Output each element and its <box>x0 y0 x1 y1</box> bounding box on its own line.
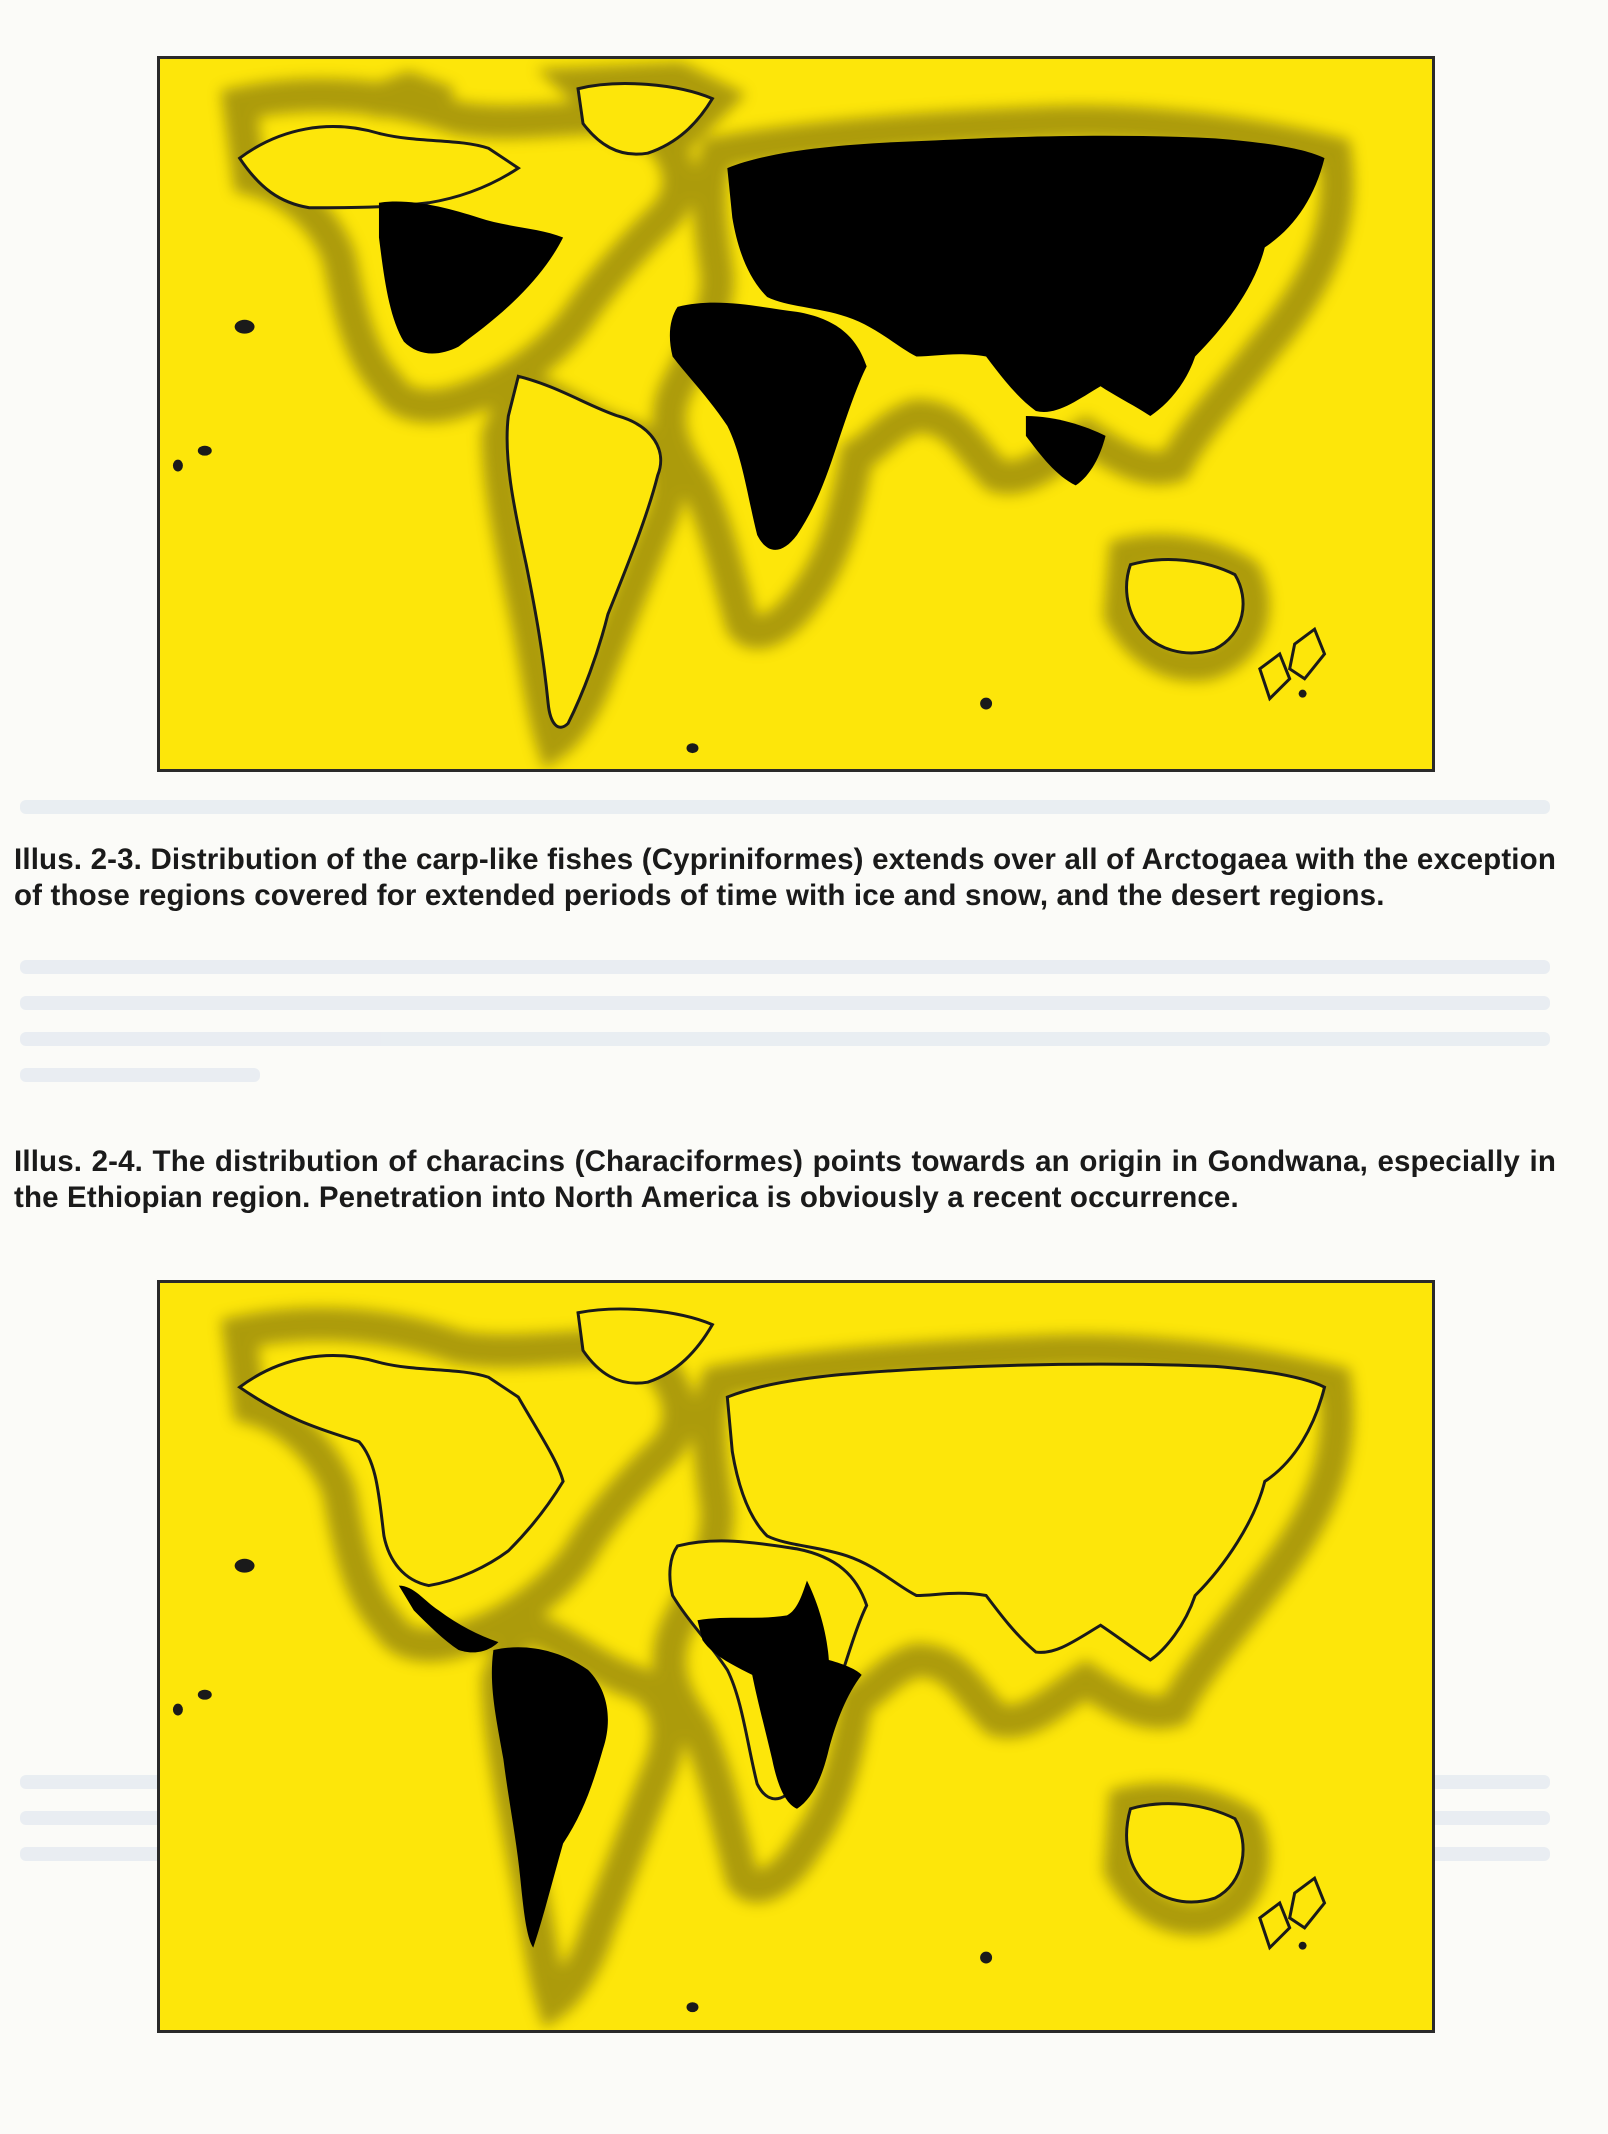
figure-caption-illus-2-4 <box>14 1144 1556 1216</box>
world-map-characiformes <box>160 1283 1432 2030</box>
caption-text: The distribution of characins (Characiformes) points towards an origin in Gondwana, especially in the Ethiopian region. Penetration into North America is obviously a recent occurrence. <box>14 1144 1556 1214</box>
caption-label: Illus. 2-4. <box>14 1144 144 1178</box>
characiformes-distribution-map <box>157 1280 1435 2033</box>
caption-label: Illus. 2-3. <box>14 842 142 876</box>
distribution-area <box>399 1581 862 1948</box>
world-map-cypriniformes <box>160 59 1432 769</box>
cypriniformes-distribution-map <box>157 56 1435 772</box>
caption-text: Distribution of the carp-like fishes (Cypriniformes) extends over all of Arctogaea with the exception of those regions covered for extended periods of time with ice and snow, and the desert regions. <box>14 842 1556 912</box>
figure-caption-illus-2-3 <box>14 842 1556 914</box>
